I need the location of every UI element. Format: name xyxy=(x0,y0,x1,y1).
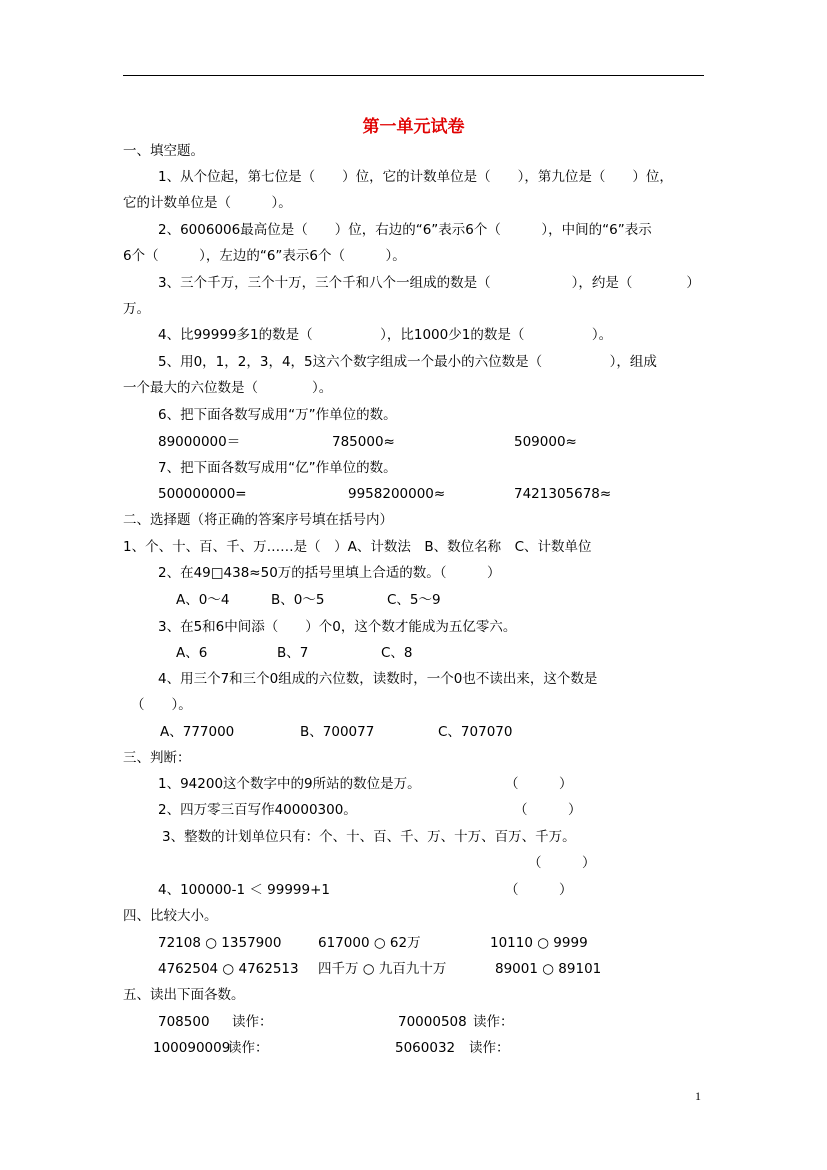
text-line: 3、在5和6中间添（ ）个0，这个数才能成为五亿零六。 xyxy=(158,619,517,635)
text-line: 1、从个位起，第七位是（ ）位，它的计数单位是（ ），第九位是（ ）位， xyxy=(158,169,673,185)
text-line: 读作： xyxy=(232,1014,273,1030)
text-line: A、777000 xyxy=(160,724,235,740)
text-line: 四、比较大小。 xyxy=(123,908,218,924)
text-line: 5060032 xyxy=(395,1040,456,1056)
text-line: 四千万 ○ 九百九十万 xyxy=(318,961,447,977)
text-line: B、7 xyxy=(277,645,309,661)
text-line: 2、6006006最高位是（ ）位，右边的“6”表示6个（ ），中间的“6”表示 xyxy=(158,222,652,238)
text-line: 6个（ ），左边的“6”表示6个（ ）。 xyxy=(123,248,406,264)
text-line: （ ） xyxy=(528,855,596,871)
text-line: 617000 ○ 62万 xyxy=(318,935,421,951)
text-line: 3、整数的计划单位只有：个、十、百、千、万、十万、百万、千万。 xyxy=(162,829,576,845)
text-line: 7、把下面各数写成用“亿”作单位的数。 xyxy=(158,460,397,476)
text-line: 2、四万零三百写作40000300。 xyxy=(158,802,357,818)
text-line: 1、94200这个数字中的9所站的数位是万。 xyxy=(158,776,421,792)
text-line: 它的计数单位是（ ）。 xyxy=(123,195,292,211)
text-line: 70000508 xyxy=(398,1014,467,1030)
text-line: C、5～9 xyxy=(387,592,441,608)
text-line: 五、读出下面各数。 xyxy=(123,987,245,1003)
text-line: C、8 xyxy=(381,645,413,661)
text-line: 三、判断： xyxy=(123,750,191,766)
text-line: 89000000＝ xyxy=(158,434,241,450)
text-line: （ ） xyxy=(505,776,573,792)
header-rule xyxy=(123,75,704,76)
text-line: 二、选择题（将正确的答案序号填在括号内） xyxy=(123,512,393,528)
text-line: 100090009 xyxy=(153,1040,231,1056)
text-line: （ ） xyxy=(514,802,582,818)
page-number: 1 xyxy=(695,1089,701,1103)
text-line: 72108 ○ 1357900 xyxy=(158,935,282,951)
text-line: （ ） xyxy=(505,882,573,898)
text-line: 6、把下面各数写成用“万”作单位的数。 xyxy=(158,407,397,423)
text-line: B、700077 xyxy=(300,724,375,740)
text-line: 2、在49□438≈50万的括号里填上合适的数。（ ） xyxy=(158,565,501,581)
text-line: 读作： xyxy=(469,1040,510,1056)
text-line: 4762504 ○ 4762513 xyxy=(158,961,299,977)
text-line: 4、比99999多1的数是（ ），比1000少1的数是（ ）。 xyxy=(158,327,613,343)
text-line: （ ）。 xyxy=(131,697,192,713)
text-line: 10110 ○ 9999 xyxy=(490,935,588,951)
text-line: 9958200000≈ xyxy=(348,486,446,502)
text-line: 708500 xyxy=(158,1014,210,1030)
exam-title: 第一单元试卷 xyxy=(362,117,465,137)
text-line: 500000000= xyxy=(158,486,247,502)
text-line: A、6 xyxy=(176,645,208,661)
text-line: A、0～4 xyxy=(176,592,230,608)
text-line: 一、填空题。 xyxy=(123,143,204,159)
text-line: 4、100000-1 ＜ 99999+1 xyxy=(158,882,331,898)
text-line: 89001 ○ 89101 xyxy=(495,961,602,977)
text-line: 读作： xyxy=(473,1014,514,1030)
text-line: 1、个、十、百、千、万……是（ ）A、计数法 B、数位名称 C、计数单位 xyxy=(123,539,592,555)
text-line: 509000≈ xyxy=(514,434,577,450)
text-line: 3、三个千万，三个十万，三个千和八个一组成的数是（ ），约是（ ） xyxy=(158,275,700,291)
text-line: 读作： xyxy=(228,1040,269,1056)
text-line: 785000≈ xyxy=(332,434,395,450)
text-line: 4、用三个7和三个0组成的六位数，读数时，一个0也不读出来，这个数是 xyxy=(158,671,598,687)
text-line: C、707070 xyxy=(438,724,513,740)
text-line: 一个最大的六位数是（ ）。 xyxy=(123,380,333,396)
text-line: 7421305678≈ xyxy=(514,486,612,502)
text-line: 万。 xyxy=(123,301,150,317)
text-line: B、0～5 xyxy=(271,592,325,608)
text-line: 5、用0，1，2，3，4，5这六个数字组成一个最小的六位数是（ ），组成 xyxy=(158,354,657,370)
